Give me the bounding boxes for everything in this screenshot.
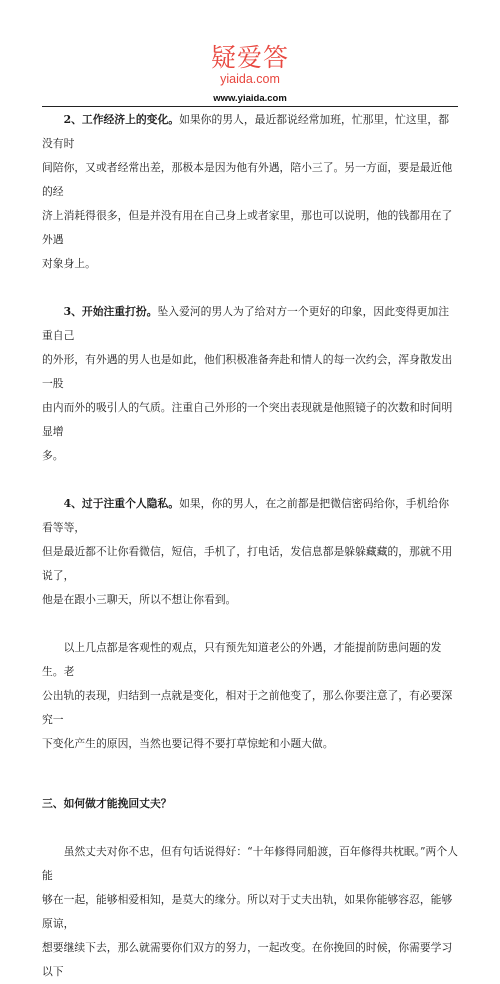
header-url: www.yiaida.com [213, 93, 287, 104]
paragraph-text: 如果你的男人，最近都说经常加班，忙那里，忙这里，都没有时 间陪你，又或者经常出差，那极本是因为他有外遇，陪小三了。另一方面，要是最近他的经 济上消耗得很多，但是并没有用在自己身上或者家里，那也可以说明，他的钱都用在了外遇 对象身上。 [42, 113, 453, 270]
site-logo[interactable] [0, 44, 500, 86]
logo-chinese-text: 疑爱答 [210, 43, 289, 72]
paragraph-lead: 2、工作经济上的变化。 [63, 113, 180, 126]
paragraph-work-economy [42, 108, 458, 276]
logo-domain-text: yiaida.com [220, 72, 280, 86]
paragraph-win-back: 虽然丈夫对你不忠，但有句话说得好：“十年修得同船渡，百年修得共枕眠。”两个人能 够在一起，能够相爱相知，是莫大的缘分。所以对于丈夫出轨，如果你能够容忍，能够原谅， 想要继续下去，那么就需要你们双方的努力，一起改变。在你挽回的时候，你需要学习以下 [42, 845, 458, 978]
paragraph-text: 如果，你的男人，在之前都是把微信密码给你，手机给你看等等， 但是最近都不让你看微信，短信，手机了，打电话，发信息都是躲躲藏藏的，那就不用说了， 他是在跟小三聊天，所以不想让你看到。 [42, 497, 453, 606]
paragraph-summary [42, 636, 458, 756]
paragraph-text: 以上几点都是客观性的观点，只有预先知道老公的外遇，才能提前防患问题的发生。老 公出轨的表现，归结到一点就是变化，相对于之前他变了，那么你要注意了，有必要深究一 下变化产生的原因，当然也要记得不要打草惊蛇和小题大做。 [42, 641, 453, 750]
paragraph-privacy [42, 492, 458, 612]
paragraph-text: 坠入爱河的男人为了给对方一个更好的印象，因此变得更加注重自己 的外形，有外遇的男人也是如此，他们积极准备奔赴和情人的每一次约会，浑身散发出一股 由内而外的吸引人的气质。注重自己外形的一个突出表现就是他照镜子的次数和时间明显增 多。 [42, 305, 453, 462]
article-body [42, 108, 458, 984]
paragraph-appearance [42, 300, 458, 468]
paragraph-lead: 3、开始注重打扮。 [63, 305, 158, 318]
paragraph-lead: 4、过于注重个人隐私。 [63, 497, 180, 510]
section-heading: 三、如何做才能挽回丈夫？ [42, 797, 172, 810]
header-rule [42, 106, 458, 107]
